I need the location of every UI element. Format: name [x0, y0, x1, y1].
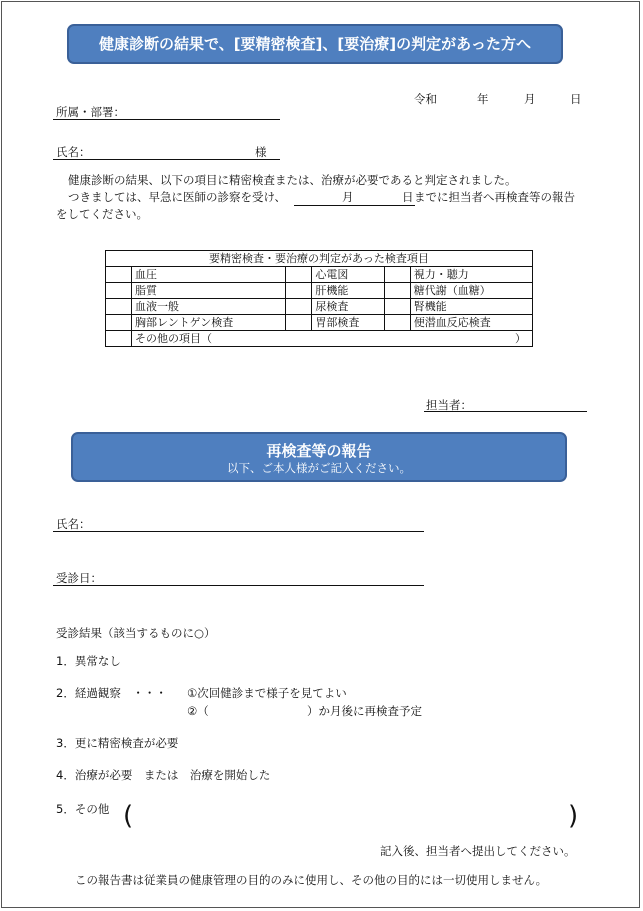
table-cell: 心電図	[312, 267, 384, 283]
intro-day: 日	[402, 190, 414, 204]
table-cell: 便潜血反応検査	[410, 315, 532, 331]
checkbox-cell[interactable]	[384, 267, 410, 283]
visit-date-field[interactable]	[53, 585, 424, 586]
table-row	[106, 299, 533, 315]
result-option-3[interactable]: 3．更に精密検査が必要	[56, 736, 179, 750]
other-open-bracket: (	[123, 801, 134, 831]
sama-suffix: 様	[255, 145, 267, 159]
table-cell: 視力・聴力	[410, 267, 532, 283]
date-year: 年	[477, 92, 489, 106]
table-row	[106, 283, 533, 299]
other-items-label: その他の項目（	[135, 332, 212, 345]
checkbox-cell[interactable]	[384, 299, 410, 315]
table-cell: 糖代謝（血糖）	[410, 283, 532, 299]
checkbox-cell[interactable]	[106, 283, 132, 299]
visit-date-label: 受診日：	[56, 571, 102, 585]
report-name-label: 氏名：	[56, 517, 91, 531]
result-option-4[interactable]: 4．治療が必要 または 治療を開始した	[56, 768, 271, 782]
report-banner	[71, 432, 567, 482]
intro-line3: をしてください。	[56, 207, 148, 221]
date-month: 月	[524, 92, 536, 106]
intro-month: 月	[342, 190, 354, 204]
table-row	[106, 315, 533, 331]
checkbox-cell[interactable]	[286, 299, 312, 315]
other-result-field[interactable]	[135, 803, 565, 829]
tantou-label: 担当者：	[426, 398, 472, 412]
checkbox-cell[interactable]	[106, 315, 132, 331]
report-banner-subtitle: 以下、ご本人様がご記入ください。	[227, 461, 411, 475]
table-row-other	[106, 331, 533, 347]
checkbox-cell[interactable]	[286, 315, 312, 331]
result-option-1[interactable]: 1．異常なし	[56, 654, 121, 668]
other-items-close: ）	[515, 332, 526, 345]
submit-note: 記入後、担当者へ提出してください。	[380, 844, 576, 858]
table-row	[106, 267, 533, 283]
result-heading: 受診結果（該当するものに○）	[56, 626, 216, 640]
checkbox-cell[interactable]	[384, 315, 410, 331]
other-close-bracket: )	[568, 801, 579, 831]
checkbox-cell[interactable]	[106, 331, 132, 347]
result-option-2[interactable]: 2．経過観察 ・・・	[56, 686, 167, 700]
date-era: 令和	[414, 92, 437, 106]
table-cell: 血圧	[132, 267, 286, 283]
result-option-2-sub2-a[interactable]: ②（	[187, 704, 209, 718]
checkbox-cell[interactable]	[286, 283, 312, 299]
table-cell: 胃部検査	[312, 315, 384, 331]
dept-field[interactable]	[53, 119, 280, 120]
table-cell: 胸部レントゲン検査	[132, 315, 286, 331]
result-option-5[interactable]: 5．その他	[56, 802, 110, 816]
checkbox-cell[interactable]	[106, 267, 132, 283]
table-cell: 肝機能	[312, 283, 384, 299]
checkbox-cell[interactable]	[384, 283, 410, 299]
checkbox-cell[interactable]	[286, 267, 312, 283]
intro-line1: 健康診断の結果、以下の項目に精密検査または、治療が必要であると判定されました。	[68, 173, 517, 187]
result-option-2-sub1[interactable]: ①次回健診まで様子を見てよい	[187, 686, 347, 700]
table-cell: 血液一般	[132, 299, 286, 315]
table-cell: 脂質	[132, 283, 286, 299]
deadline-field[interactable]	[294, 205, 415, 206]
report-name-field[interactable]	[53, 531, 424, 532]
checkbox-cell[interactable]	[106, 299, 132, 315]
table-cell: 腎機能	[410, 299, 532, 315]
name-field[interactable]	[53, 159, 280, 160]
name-label: 氏名：	[56, 145, 91, 159]
exam-items-table	[105, 250, 533, 347]
intro-line2-b: までに担当者へ再検査等の報告	[414, 190, 575, 204]
intro-line2-a: つきましては、早急に医師の診察を受け、	[68, 190, 287, 204]
dept-label: 所属・部署：	[56, 105, 125, 119]
privacy-note: この報告書は従業員の健康管理の目的のみに使用し、その他の目的には一切使用しません。	[75, 873, 548, 887]
title-banner: 健康診断の結果で、[要精密検査]、[要治療]の判定があった方へ	[67, 24, 563, 64]
report-banner-title: 再検査等の報告	[266, 442, 372, 460]
date-day: 日	[570, 92, 582, 106]
result-option-2-sub2-b: ）か月後に再検査予定	[307, 704, 422, 718]
other-items-field[interactable]	[132, 331, 533, 347]
tantou-field[interactable]	[424, 411, 587, 412]
table-cell: 尿検査	[312, 299, 384, 315]
table-header: 要精密検査・要治療の判定があった検査項目	[106, 251, 533, 267]
